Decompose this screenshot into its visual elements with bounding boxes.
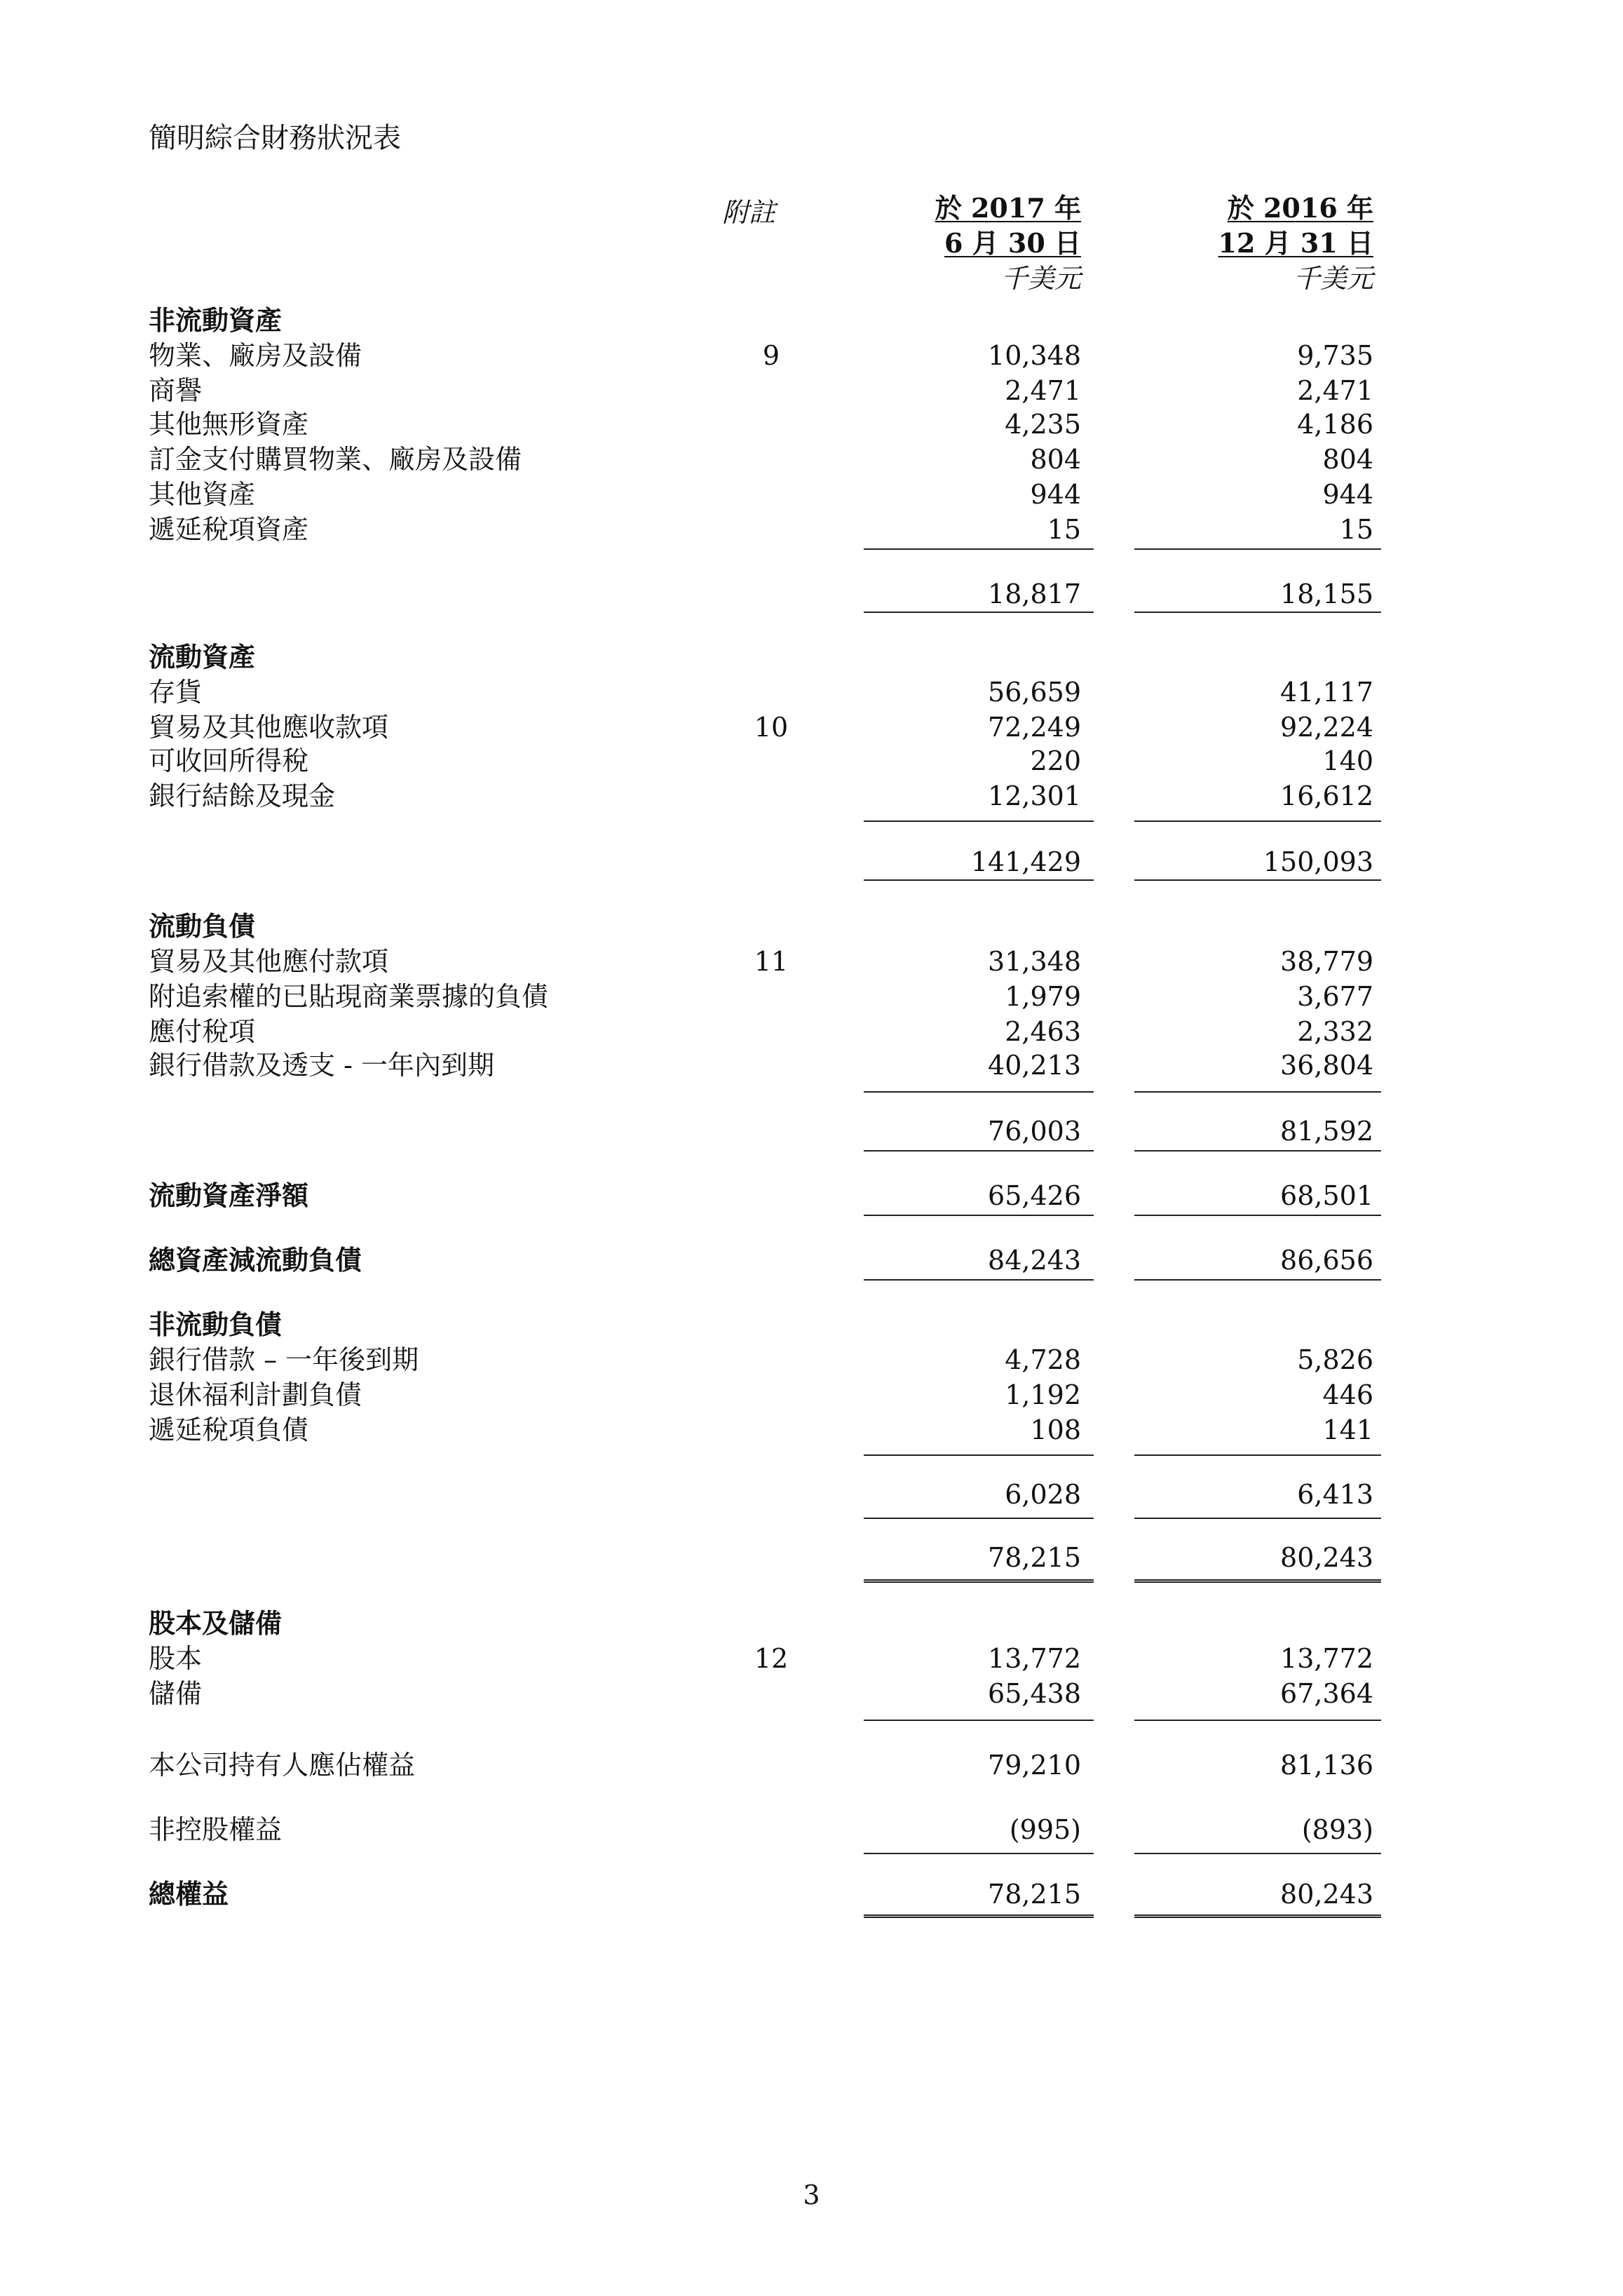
col1-date: 6 月 30 日 [944, 227, 1081, 259]
value-2016: 5,826 [1297, 1344, 1373, 1375]
value-2016: 41,117 [1280, 677, 1373, 708]
value-2017: 76,003 [988, 1116, 1081, 1147]
row-label: 附追索權的已貼現商業票據的負債 [149, 981, 549, 1012]
row-label: 儲備 [149, 1678, 203, 1709]
value-2017: 56,659 [988, 677, 1081, 708]
table-row [0, 303, 1623, 338]
rule-2016 [1134, 1215, 1381, 1216]
table-row [0, 477, 1623, 512]
value-2016: 38,779 [1280, 946, 1373, 977]
table-row [0, 1307, 1623, 1342]
value-2016: 86,656 [1280, 1245, 1373, 1276]
value-2017: 78,215 [988, 1879, 1081, 1910]
table-row [0, 338, 1623, 373]
row-label: 訂金支付購買物業、廠房及設備 [149, 444, 522, 475]
row-label: 退休福利計劃負債 [149, 1379, 362, 1410]
table-row [0, 1877, 1623, 1912]
row-label: 總資產減流動負債 [149, 1244, 362, 1276]
value-2017: 72,249 [988, 712, 1081, 743]
value-2017: 2,463 [1005, 1016, 1081, 1047]
rule-2017 [864, 1279, 1094, 1281]
rule-2017 [864, 879, 1094, 881]
table-row [0, 1540, 1623, 1575]
value-2017: 141,429 [970, 846, 1081, 877]
row-label: 非流動資產 [149, 304, 283, 336]
table-row [0, 710, 1623, 745]
value-2016: 16,612 [1280, 781, 1373, 811]
table-row [0, 640, 1623, 675]
value-2016: 81,592 [1280, 1116, 1373, 1147]
table-row [0, 1377, 1623, 1412]
value-2016: 804 [1322, 444, 1373, 475]
rule-2017 [864, 1853, 1094, 1854]
rule-2017 [864, 821, 1094, 822]
value-2017: 1,192 [1005, 1379, 1081, 1410]
value-2017: 4,728 [1005, 1344, 1081, 1375]
value-2016: 150,093 [1263, 846, 1373, 877]
value-2017: 6,028 [1005, 1479, 1081, 1510]
rule-2017 [864, 1518, 1094, 1519]
value-2017: 10,348 [988, 340, 1081, 371]
rule-2016 [1134, 1454, 1381, 1456]
value-2016: 68,501 [1280, 1180, 1373, 1211]
row-note: 11 [754, 946, 789, 977]
value-2016: 13,772 [1280, 1643, 1373, 1674]
value-2016: 4,186 [1297, 409, 1373, 440]
table-row [0, 1606, 1623, 1641]
row-label: 流動資產 [149, 641, 256, 673]
row-note: 10 [754, 712, 789, 743]
rule-2016 [1134, 1853, 1381, 1854]
value-2017: 2,471 [1005, 375, 1081, 406]
value-2016: 2,332 [1297, 1016, 1373, 1047]
rule-2016 [1134, 1915, 1381, 1918]
rule-2016 [1134, 821, 1381, 822]
row-label: 股本 [149, 1643, 203, 1674]
value-2017: 78,215 [988, 1542, 1081, 1573]
col2-unit: 千美元 [1293, 263, 1373, 294]
row-label: 遞延稅項負債 [149, 1414, 309, 1445]
row-label: 存貨 [149, 677, 203, 708]
row-label: 貿易及其他應收款項 [149, 712, 389, 743]
value-2016: 2,471 [1297, 375, 1373, 406]
value-2016: 944 [1322, 479, 1373, 510]
table-row [0, 1477, 1623, 1512]
value-2017: 804 [1030, 444, 1081, 475]
table-row [0, 1243, 1623, 1278]
row-label: 本公司持有人應佔權益 [149, 1750, 416, 1781]
value-2016: 67,364 [1280, 1678, 1373, 1709]
table-row [0, 979, 1623, 1014]
row-label: 非流動負債 [149, 1309, 283, 1340]
value-2017: 1,979 [1005, 981, 1081, 1012]
row-label: 銀行借款及透支 - 一年內到期 [149, 1050, 494, 1081]
value-2017: 65,426 [988, 1180, 1081, 1211]
value-2017: 40,213 [988, 1050, 1081, 1081]
table-row [0, 1748, 1623, 1783]
column-header-2017 [935, 191, 1081, 296]
col2-year: 於 2016 年 [1227, 192, 1373, 224]
row-label: 物業、廠房及設備 [149, 340, 362, 371]
table-row [0, 1178, 1623, 1213]
value-2016: 81,136 [1280, 1750, 1373, 1781]
value-2016: 446 [1322, 1379, 1373, 1410]
rule-2017 [864, 1215, 1094, 1216]
row-label: 總權益 [149, 1878, 229, 1910]
value-2017: 13,772 [988, 1643, 1081, 1674]
table-row [0, 844, 1623, 879]
value-2016: 9,735 [1297, 340, 1373, 371]
row-label: 股本及儲備 [149, 1607, 283, 1639]
rule-2016 [1134, 612, 1381, 613]
row-label: 非控股權益 [149, 1814, 283, 1845]
table-row [0, 1412, 1623, 1447]
table-row [0, 373, 1623, 408]
table-row [0, 1048, 1623, 1083]
value-2016: 3,677 [1297, 981, 1373, 1012]
page-number: 3 [803, 2180, 820, 2210]
rule-2016 [1134, 879, 1381, 881]
col1-unit: 千美元 [1000, 263, 1081, 294]
value-2017: 4,235 [1005, 409, 1081, 440]
value-2016: 92,224 [1280, 712, 1373, 743]
value-2016: 140 [1322, 745, 1373, 776]
value-2016: 141 [1322, 1414, 1373, 1445]
table-row [0, 1342, 1623, 1377]
page-title: 簡明綜合財務狀況表 [149, 122, 401, 154]
row-label: 可收回所得稅 [149, 745, 309, 776]
value-2016: 18,155 [1280, 579, 1373, 609]
rule-2017 [864, 1579, 1094, 1583]
value-2016: 80,243 [1280, 1542, 1373, 1573]
value-2017: 220 [1030, 745, 1081, 776]
table-row [0, 512, 1623, 547]
table-row [0, 1676, 1623, 1711]
col1-year: 於 2017 年 [935, 192, 1081, 224]
table-row [0, 407, 1623, 442]
row-label: 遞延稅項資產 [149, 514, 309, 545]
row-label: 商譽 [149, 375, 203, 406]
row-note: 9 [762, 340, 780, 371]
row-label: 銀行結餘及現金 [149, 781, 336, 811]
table-row [0, 1114, 1623, 1149]
value-2016: 80,243 [1280, 1879, 1373, 1910]
row-label: 流動資產淨額 [149, 1180, 309, 1211]
row-note: 12 [754, 1643, 789, 1674]
rule-2017 [864, 1150, 1094, 1152]
row-label: 其他資產 [149, 479, 256, 510]
value-2017: (995) [1009, 1814, 1081, 1845]
value-2017: 944 [1030, 479, 1081, 510]
rule-2016 [1134, 548, 1381, 550]
table-row [0, 909, 1623, 944]
value-2016: 15 [1339, 514, 1373, 545]
value-2017: 108 [1030, 1414, 1081, 1445]
value-2017: 12,301 [988, 781, 1081, 811]
value-2017: 15 [1047, 514, 1081, 545]
rule-2016 [1134, 1150, 1381, 1152]
rule-2017 [864, 1720, 1094, 1721]
rule-2017 [864, 1454, 1094, 1456]
row-label: 應付稅項 [149, 1016, 256, 1047]
rule-2016 [1134, 1720, 1381, 1721]
row-label: 流動負債 [149, 910, 256, 942]
rule-2016 [1134, 1518, 1381, 1519]
rule-2016 [1134, 1091, 1381, 1093]
col2-date: 12 月 31 日 [1218, 227, 1373, 259]
table-row [0, 743, 1623, 778]
table-row [0, 778, 1623, 813]
rule-2016 [1134, 1579, 1381, 1583]
value-2016: (893) [1301, 1814, 1373, 1845]
table-row [0, 442, 1623, 477]
row-label: 銀行借款 – 一年後到期 [149, 1344, 419, 1375]
note-column-header: 附註 [722, 197, 776, 228]
table-row [0, 675, 1623, 710]
rule-2017 [864, 1091, 1094, 1093]
value-2017: 31,348 [988, 946, 1081, 977]
table-row [0, 576, 1623, 612]
rule-2016 [1134, 1279, 1381, 1281]
table-row [0, 1812, 1623, 1847]
value-2017: 84,243 [988, 1245, 1081, 1276]
row-label: 其他無形資產 [149, 409, 309, 440]
table-row [0, 1641, 1623, 1676]
value-2017: 65,438 [988, 1678, 1081, 1709]
rule-2017 [864, 548, 1094, 550]
table-row [0, 1014, 1623, 1049]
value-2017: 18,817 [988, 579, 1081, 609]
value-2017: 79,210 [988, 1750, 1081, 1781]
rule-2017 [864, 612, 1094, 613]
column-header-2016 [1218, 191, 1373, 296]
rule-2017 [864, 1915, 1094, 1918]
value-2016: 6,413 [1297, 1479, 1373, 1510]
table-row [0, 944, 1623, 979]
value-2016: 36,804 [1280, 1050, 1373, 1081]
row-label: 貿易及其他應付款項 [149, 946, 389, 977]
